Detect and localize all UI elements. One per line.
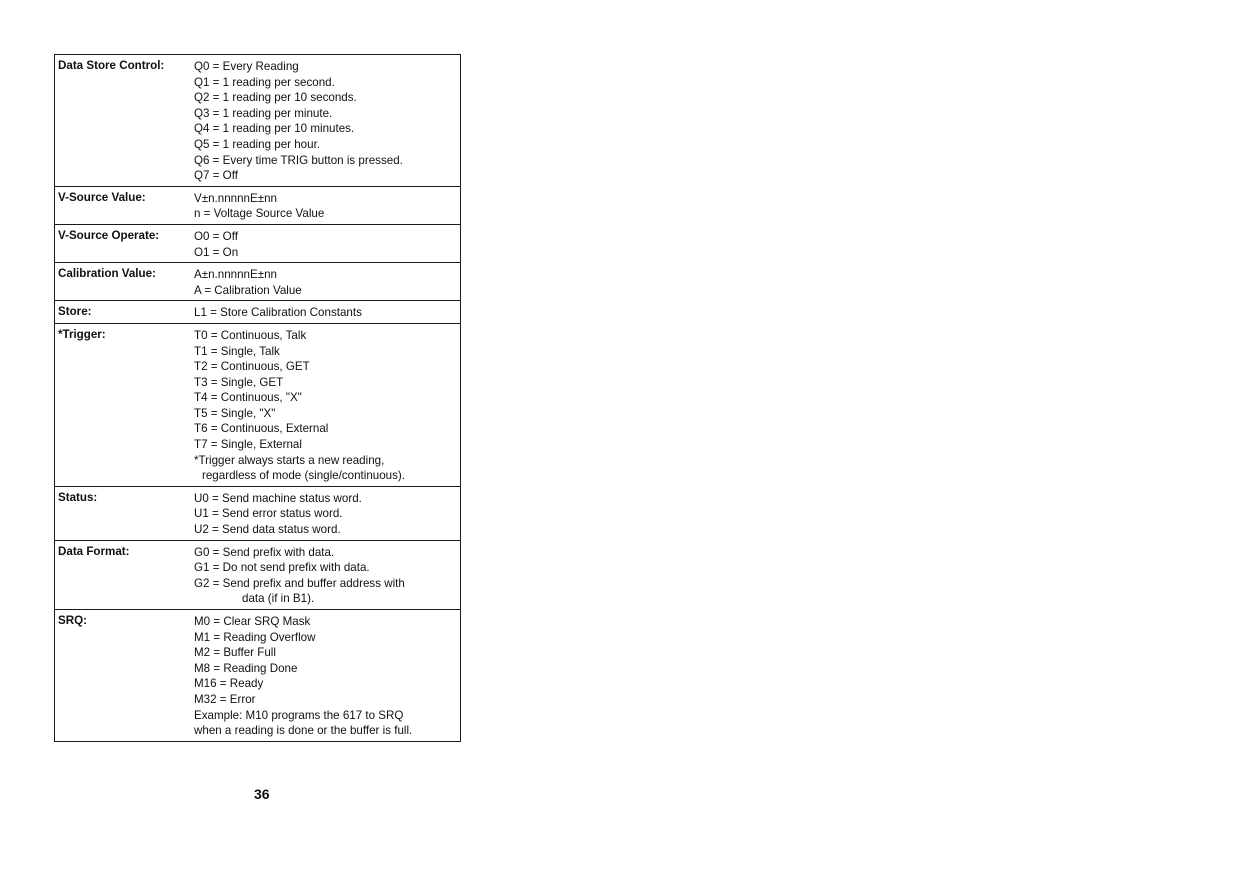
value-line: G2 = Send prefix and buffer address with [194, 576, 405, 590]
value-line: M2 = Buffer Full [194, 646, 276, 660]
section-label: SRQ: [55, 610, 195, 742]
value-line: T5 = Single, "X" [194, 406, 276, 420]
section-store [55, 301, 461, 324]
value-line: M8 = Reading Done [194, 661, 298, 675]
value-line: Q1 = 1 reading per second. [194, 75, 335, 89]
srq-example-continued: when a reading is done or the buffer is full. [194, 724, 413, 738]
section-values [194, 186, 461, 224]
value-line: G0 = Send prefix with data. [194, 545, 335, 559]
value-line: Q0 = Every Reading [194, 60, 299, 73]
value-line: A = Calibration Value [194, 283, 302, 297]
value-line: M0 = Clear SRQ Mask [194, 615, 311, 628]
srq-example: Example: M10 programs the 617 to SRQ [194, 708, 404, 722]
value-line: G1 = Do not send prefix with data. [194, 561, 370, 575]
section-values [194, 323, 461, 486]
section-data-format [55, 540, 461, 609]
value-line: Q6 = Every time TRIG button is pressed. [194, 153, 403, 167]
value-line: Q5 = 1 reading per hour. [194, 137, 321, 151]
section-label: V-Source Value: [55, 186, 195, 224]
section-values [194, 540, 461, 609]
value-line: U1 = Send error status word. [194, 507, 343, 521]
section-trigger [55, 323, 461, 486]
section-values [194, 610, 461, 742]
value-line: T7 = Single, External [194, 438, 302, 452]
section-values [194, 486, 461, 540]
section-values [194, 263, 461, 301]
section-values [194, 224, 461, 262]
value-line: M16 = Ready [194, 677, 264, 691]
section-values [194, 55, 461, 187]
value-line: T1 = Single, Talk [194, 344, 280, 358]
value-line: O0 = Off [194, 229, 238, 243]
value-line: Q4 = 1 reading per 10 minutes. [194, 122, 355, 136]
value-line: A±n.nnnnnE±nn [194, 268, 277, 282]
section-label: Calibration Value: [55, 263, 195, 301]
value-line: M32 = Error [194, 692, 256, 706]
section-label: Data Format: [55, 540, 195, 609]
value-line: V±n.nnnnnE±nn [194, 191, 277, 205]
value-line: T4 = Continuous, "X" [194, 391, 302, 405]
value-line: O1 = On [194, 245, 239, 259]
value-line: T0 = Continuous, Talk [194, 328, 307, 342]
value-line-continued: data (if in B1). [242, 592, 315, 606]
section-label: V-Source Operate: [55, 224, 195, 262]
section-label: Data Store Control: [58, 59, 165, 72]
section-label: *Trigger: [55, 323, 195, 486]
value-line: U0 = Send machine status word. [194, 491, 362, 505]
section-values [194, 301, 461, 324]
value-line: Q7 = Off [194, 169, 238, 183]
section-v-source-operate [55, 224, 461, 262]
value-line: n = Voltage Source Value [194, 207, 325, 221]
section-calibration-value [55, 263, 461, 301]
section-label: Store: [55, 301, 195, 324]
value-line: Q2 = 1 reading per 10 seconds. [194, 91, 357, 105]
value-line: T6 = Continuous, External [194, 422, 329, 436]
command-reference-table [54, 54, 461, 742]
value-line: U2 = Send data status word. [194, 523, 341, 537]
value-line: Q3 = 1 reading per minute. [194, 106, 333, 120]
value-line: T3 = Single, GET [194, 375, 284, 389]
section-label: Status: [55, 486, 195, 540]
value-line: T2 = Continuous, GET [194, 360, 310, 374]
value-line: M1 = Reading Overflow [194, 630, 316, 644]
trigger-note-continued: regardless of mode (single/continuous). [202, 469, 405, 483]
section-srq [55, 610, 461, 742]
section-v-source-value [55, 186, 461, 224]
section-data-store-control [55, 55, 461, 187]
section-status [55, 486, 461, 540]
trigger-note: *Trigger always starts a new reading, [194, 453, 385, 467]
value-line: L1 = Store Calibration Constants [194, 306, 362, 320]
page-number: 36 [254, 786, 270, 802]
